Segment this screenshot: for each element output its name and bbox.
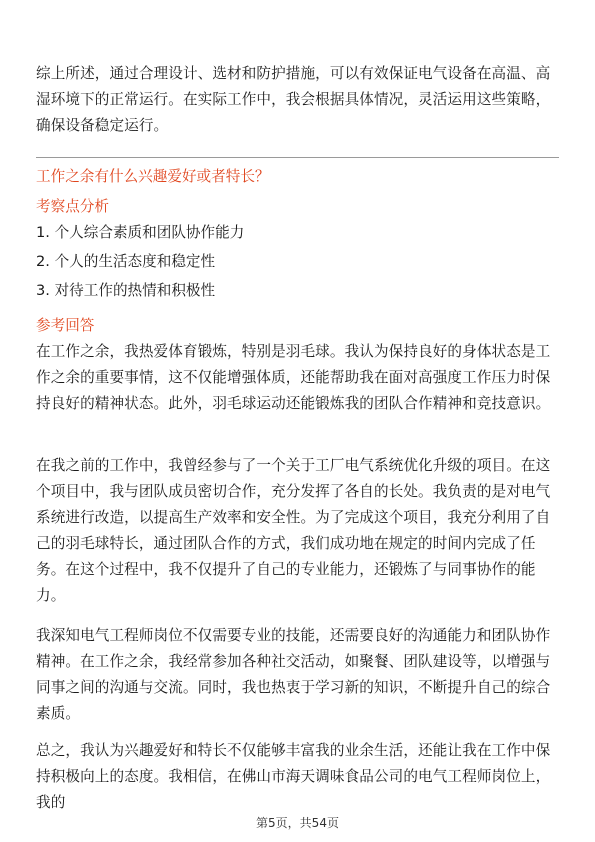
analysis-heading: 考察点分析 — [36, 198, 109, 215]
answer-heading: 参考回答 — [36, 317, 95, 334]
section-divider — [36, 157, 559, 158]
analysis-item-2: 2. 个人的生活态度和稳定性 — [36, 253, 216, 270]
analysis-item-3: 3. 对待工作的热情和积极性 — [36, 282, 216, 299]
question-title: 工作之余有什么兴趣爱好或者特长？ — [36, 168, 270, 185]
answer-paragraph-4: 总之，我认为兴趣爱好和特长不仅能够丰富我的业余生活，还能让我在工作中保持积极向上的态度。我相信，在佛山市海天调味食品公司的电气工程师岗位上，我的 — [36, 742, 551, 811]
analysis-item-1: 1. 个人综合素质和团队协作能力 — [36, 224, 245, 241]
answer-paragraph-2: 在我之前的工作中，我曾经参与了一个关于工厂电气系统优化升级的项目。在这个项目中，我与团队成员密切合作，充分发挥了各自的长处。我负责的是对电气系统进行改造，以提高生产效率和安全性。为了完成这个项目，我充分利用了自己的羽毛球特长，通过团队合作的方式，我们成功地在规定的时间内完成了任务。在这个过程中，我不仅提升了自己的专业能力，还锻炼了与同事协作的能力。 — [36, 457, 551, 604]
answer-paragraph-3: 我深知电气工程师岗位不仅需要专业的技能，还需要良好的沟通能力和团队协作精神。在工作之余，我经常参加各种社交活动，如聚餐、团队建设等，以增强与同事之间的沟通与交流。同时，我也热衷于学习新的知识，不断提升自己的综合素质。 — [36, 627, 551, 722]
answer-paragraph-1: 在工作之余，我热爱体育锻炼，特别是羽毛球。我认为保持良好的身体状态是工作之余的重要事情，这不仅能增强体质，还能帮助我在面对高强度工作压力时保持良好的精神状态。此外，羽毛球运动还能锻炼我的团队合作精神和竞技意识。 — [36, 343, 551, 412]
intro-paragraph: 综上所述，通过合理设计、选材和防护措施，可以有效保证电气设备在高温、高湿环境下的正常运行。在实际工作中，我会根据具体情况，灵活运用这些策略，确保设备稳定运行。 — [36, 65, 551, 134]
page-number: 第5页，共54页 — [256, 816, 339, 830]
